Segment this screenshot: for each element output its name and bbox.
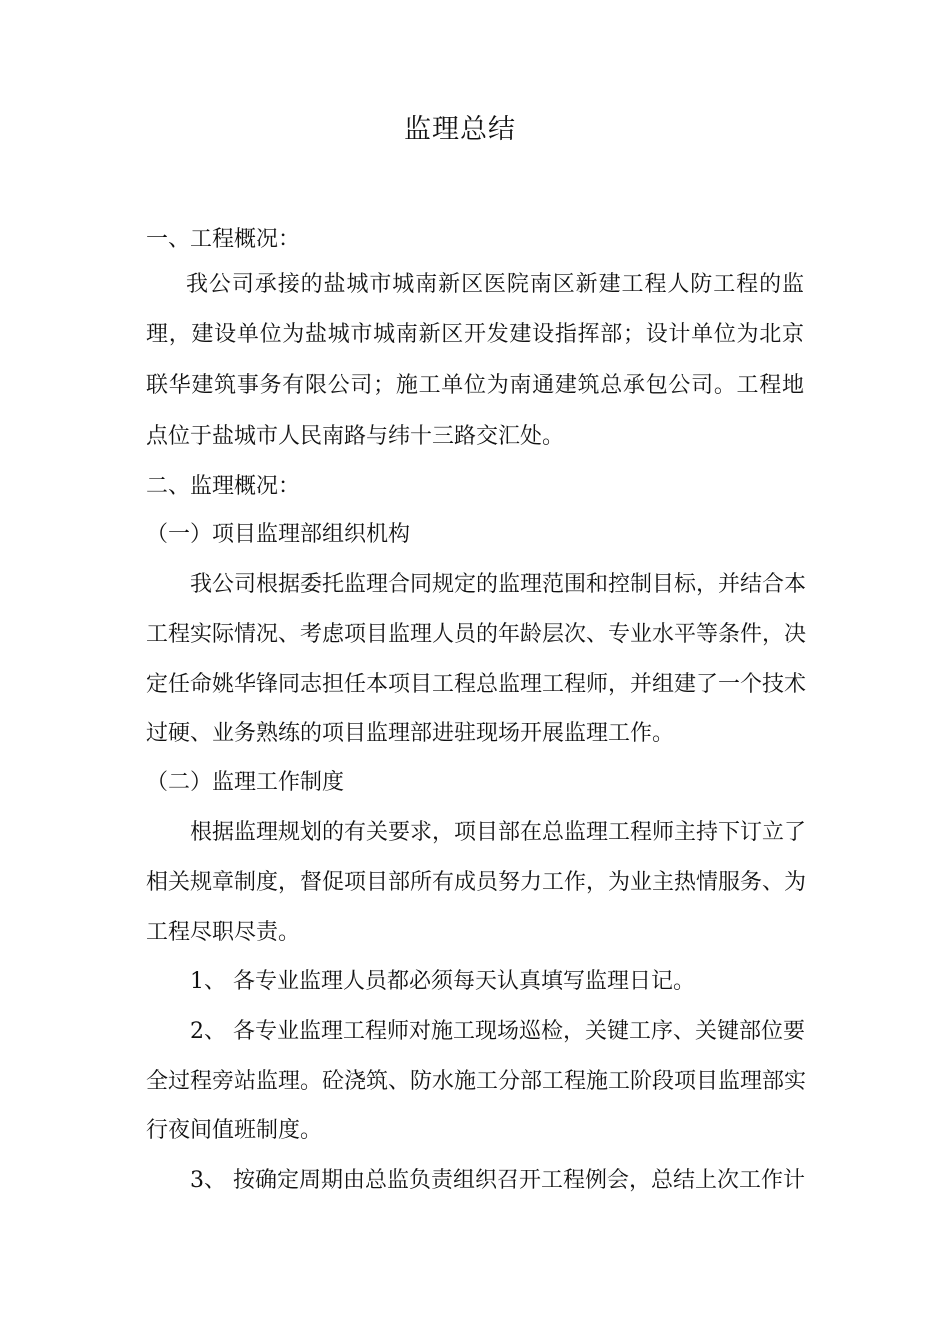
paragraph-line: 我公司承接的盐城市城南新区医院南区新建工程人防工程的监 xyxy=(186,272,804,297)
paragraph-line: 点位于盐城市人民南路与纬十三路交汇处。 xyxy=(146,424,565,449)
paragraph-line: 定任命姚华锋同志担任本项目工程总监理工程师，并组建了一个技术 xyxy=(146,672,807,697)
paragraph-line: 我公司根据委托监理合同规定的监理范围和控制目标，并结合本 xyxy=(190,572,807,597)
section-heading-overview: 一、工程概况： xyxy=(146,227,301,252)
section-heading-supervision: 二、监理概况： xyxy=(146,474,301,499)
list-item: 3、 按确定周期由总监负责组织召开工程例会，总结上次工作计 xyxy=(190,1168,805,1193)
paragraph-line: 根据监理规划的有关要求，项目部在总监理工程师主持下订立了 xyxy=(190,820,807,845)
paragraph-line: 联华建筑事务有限公司；施工单位为南通建筑总承包公司。工程地 xyxy=(146,373,804,398)
paragraph-line: 行夜间值班制度。 xyxy=(146,1118,323,1143)
paragraph-line: 工程实际情况、考虑项目监理人员的年龄层次、专业水平等条件，决 xyxy=(146,622,807,647)
list-item: 2、 各专业监理工程师对施工现场巡检，关键工序、关键部位要 xyxy=(190,1019,805,1044)
subsection-heading-rules: （二）监理工作制度 xyxy=(146,770,345,795)
list-item: 1、 各专业监理人员都必须每天认真填写监理日记。 xyxy=(190,969,695,994)
subsection-heading-organization: （一）项目监理部组织机构 xyxy=(146,522,411,547)
paragraph-line: 理，建设单位为盐城市城南新区开发建设指挥部；设计单位为北京 xyxy=(146,322,804,347)
paragraph-line: 相关规章制度，督促项目部所有成员努力工作，为业主热情服务、为 xyxy=(146,870,807,895)
paragraph-line: 全过程旁站监理。砼浇筑、防水施工分部工程施工阶段项目监理部实 xyxy=(146,1069,807,1094)
paragraph-line: 工程尽职尽责。 xyxy=(146,920,301,945)
document-title: 监理总结 xyxy=(404,114,516,145)
paragraph-line: 过硬、业务熟练的项目监理部进驻现场开展监理工作。 xyxy=(146,721,675,746)
